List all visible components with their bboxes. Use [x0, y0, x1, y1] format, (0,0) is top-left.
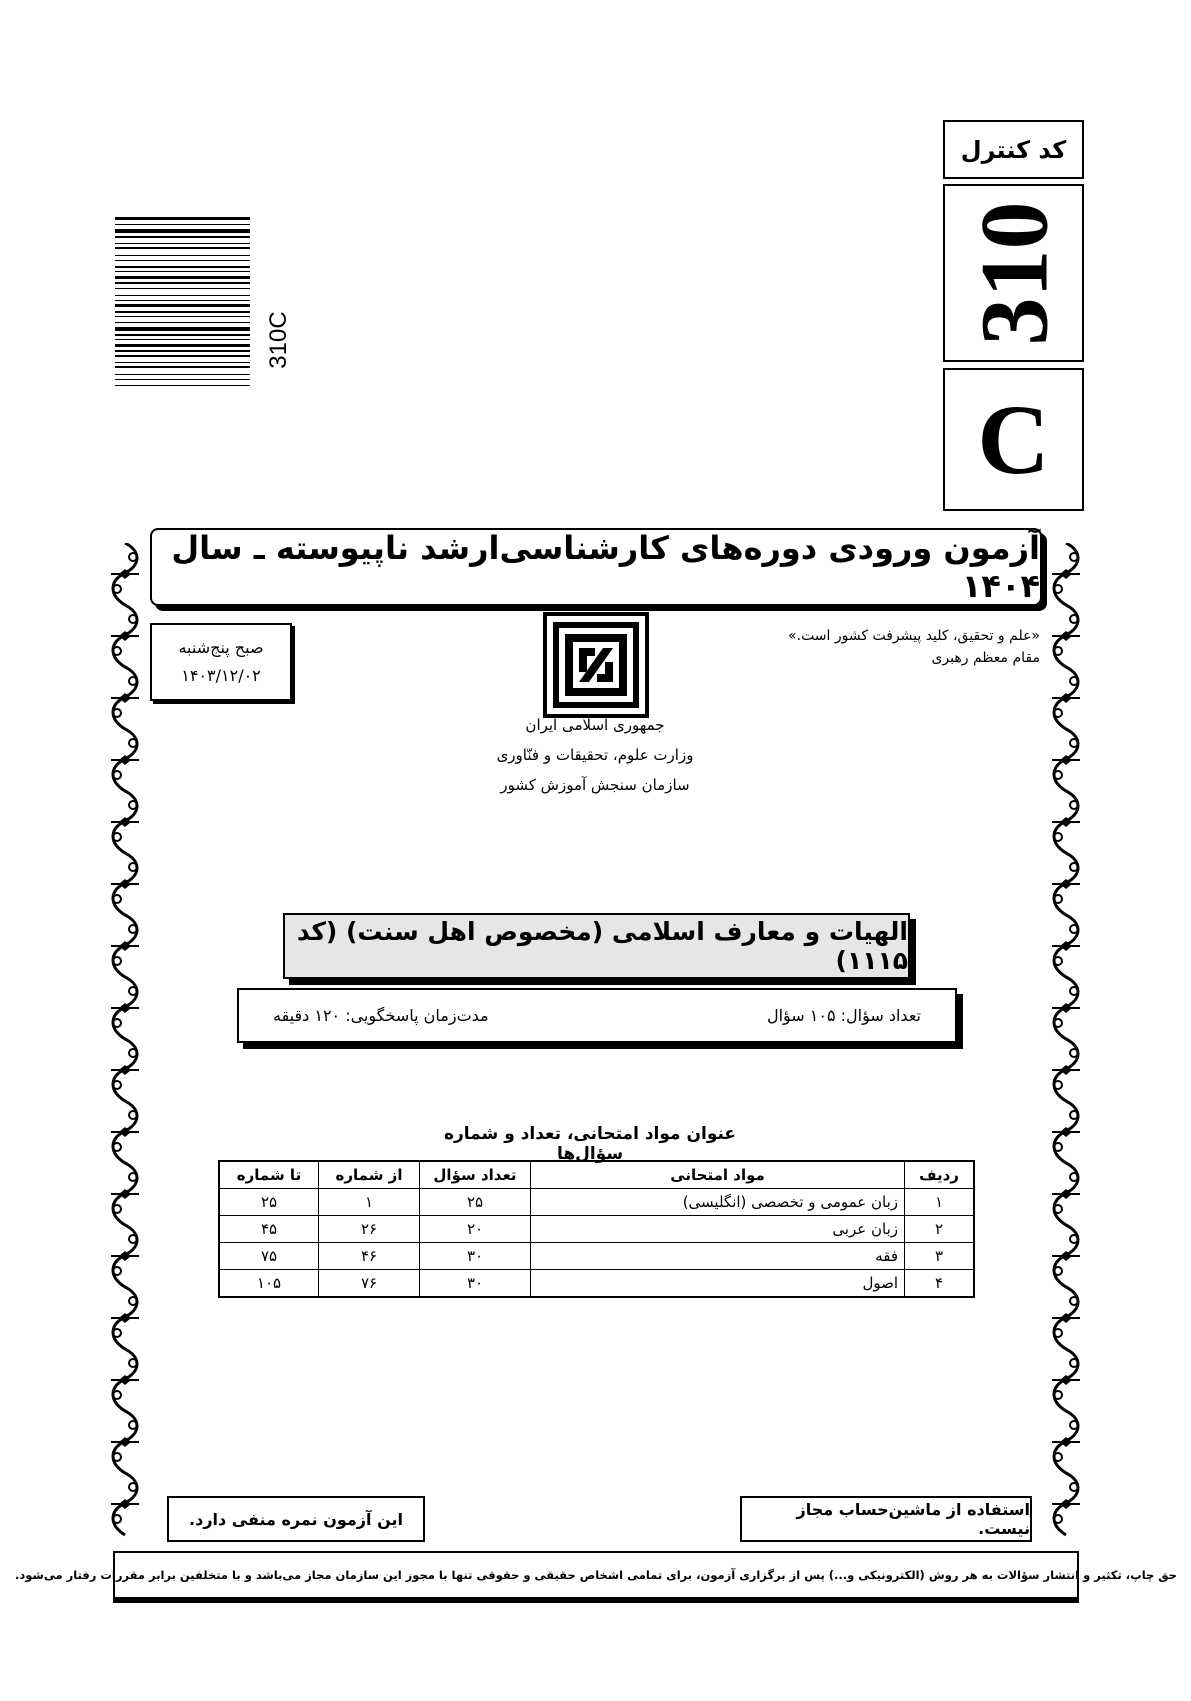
- copyright-notice: حق چاپ، تکثیر و انتشار سؤالات به هر روش (الکترونیکی و...) پس از برگزاری آزمون، برای تمامی اشخاص حقیقی و حقوقی تنها با مجوز این سازمان مجاز می‌باشد و با متخلفین برابر مقررات رفتار می‌شود.: [113, 1551, 1079, 1599]
- from-number-cell: ۴۶: [319, 1243, 420, 1270]
- subject-name: فقه: [531, 1243, 905, 1270]
- org-ministry: وزارت علوم، تحقیقات و فنّاوری: [496, 746, 694, 764]
- right-ornament-border: [1046, 543, 1086, 1543]
- calculator-note: استفاده از ماشین‌حساب مجاز نیست.: [740, 1496, 1032, 1542]
- table-row: [219, 1243, 974, 1270]
- header-subject: مواد امتحانی: [531, 1161, 905, 1189]
- row-number: ۴: [905, 1270, 975, 1298]
- exam-subject: الهیات و معارف اسلامی (مخصوص اهل سنت) (کد ۱۱۱۵): [283, 913, 910, 979]
- quote-block: [700, 625, 1040, 669]
- question-count-cell: ۲۰: [420, 1216, 531, 1243]
- header-question-count: تعداد سؤال: [420, 1161, 531, 1189]
- to-number-cell: ۱۰۵: [219, 1270, 319, 1298]
- control-code-value: 310: [960, 201, 1067, 345]
- exam-session: صبح پنج‌شنبه: [178, 638, 264, 657]
- from-number-cell: ۲۶: [319, 1216, 420, 1243]
- question-count-cell: ۳۰: [420, 1243, 531, 1270]
- subject-name: زبان عربی: [531, 1216, 905, 1243]
- from-number-cell: ۱: [319, 1189, 420, 1216]
- barcode-text: 310C: [265, 311, 292, 369]
- header-from-number: از شماره: [319, 1161, 420, 1189]
- to-number-cell: ۷۵: [219, 1243, 319, 1270]
- org-agency: سازمان سنجش آموزش کشور: [500, 776, 690, 794]
- header-row-number: ردیف: [905, 1161, 975, 1189]
- left-ornament-border: [105, 543, 145, 1543]
- from-number-cell: ۷۶: [319, 1270, 420, 1298]
- table-row: [219, 1270, 974, 1298]
- subjects-table-title: عنوان مواد امتحانی، تعداد و شماره سؤال‌ها: [443, 1124, 737, 1164]
- row-number: ۳: [905, 1243, 975, 1270]
- row-number: ۱: [905, 1189, 975, 1216]
- control-code-number: [943, 184, 1084, 362]
- table-header-row: [219, 1161, 974, 1189]
- subject-name: اصول: [531, 1270, 905, 1298]
- to-number-cell: ۴۵: [219, 1216, 319, 1243]
- subject-name: زبان عمومی و تخصصی (انگلیسی): [531, 1189, 905, 1216]
- exam-duration: مدت‌زمان پاسخگویی: ۱۲۰ دقیقه: [273, 1006, 489, 1025]
- exam-info-bar: [237, 988, 957, 1043]
- table-row: [219, 1189, 974, 1216]
- question-count-cell: ۲۵: [420, 1189, 531, 1216]
- exam-title: آزمون ورودی دوره‌های کارشناسی‌ارشد ناپیوسته ـ سال ۱۴۰۴: [150, 528, 1042, 606]
- organization-logo: [543, 612, 649, 718]
- quote-author: مقام معظم رهبری: [931, 650, 1040, 666]
- exam-date: ۱۴۰۳/۱۲/۰۲: [181, 666, 261, 685]
- negative-score-note: این آزمون نمره منفی دارد.: [167, 1496, 425, 1542]
- to-number-cell: ۲۵: [219, 1189, 319, 1216]
- question-count: تعداد سؤال: ۱۰۵ سؤال: [766, 1006, 921, 1025]
- control-code-letter: C: [943, 368, 1084, 511]
- exam-date-box: [150, 623, 292, 701]
- row-number: ۲: [905, 1216, 975, 1243]
- org-country: جمهوری اسلامی ایران: [525, 716, 665, 734]
- header-to-number: تا شماره: [219, 1161, 319, 1189]
- control-code-label: کد کنترل: [943, 120, 1084, 179]
- question-count-cell: ۳۰: [420, 1270, 531, 1298]
- subjects-table: [218, 1160, 975, 1298]
- organization-info: [440, 710, 750, 800]
- table-row: [219, 1216, 974, 1243]
- barcode: [115, 217, 250, 449]
- quote-text: «علم و تحقیق، کلید پیشرفت کشور است.»: [788, 628, 1040, 644]
